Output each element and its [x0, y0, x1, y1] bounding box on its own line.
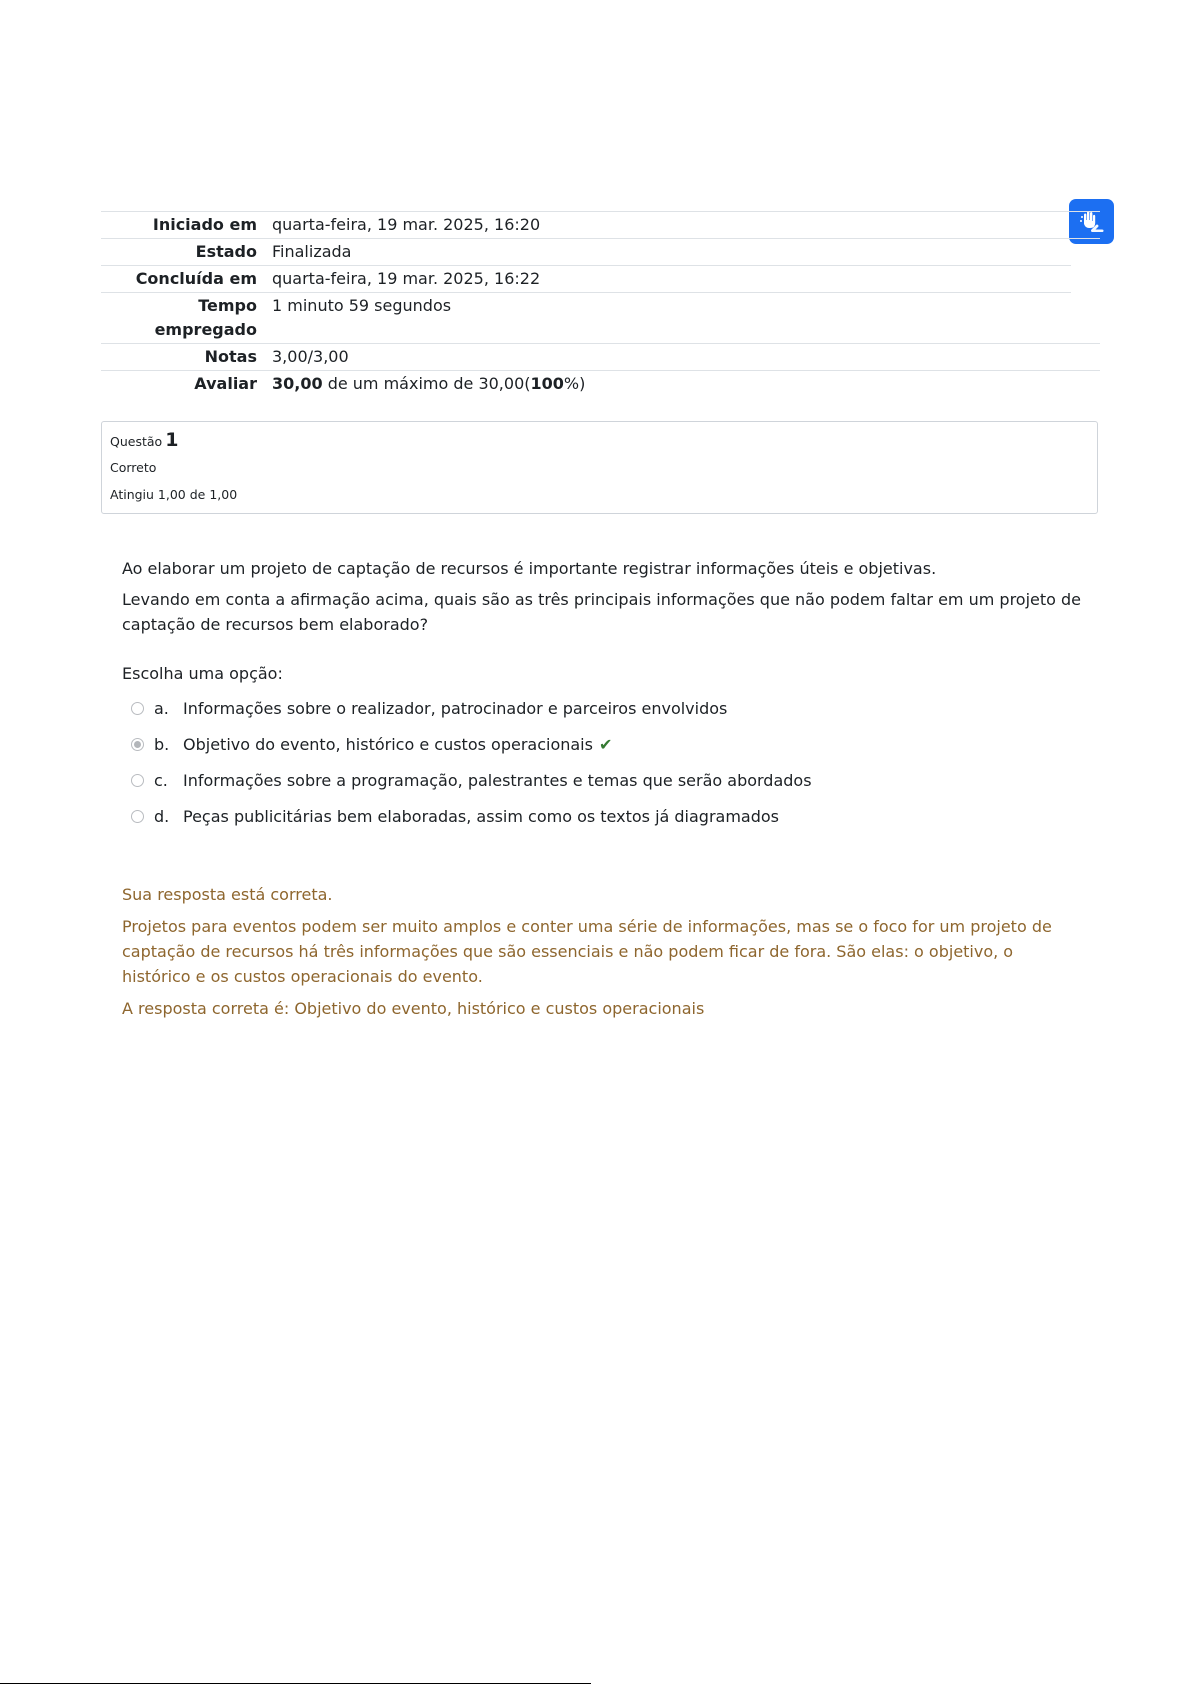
- feedback-result: Sua resposta está correta.: [122, 885, 333, 904]
- summary-row-grade: [101, 370, 1100, 397]
- grade-mid-text: de um máximo de 30,00(: [322, 374, 531, 393]
- answer-option-b[interactable]: [131, 726, 1031, 762]
- started-value: quarta-feira, 19 mar. 2025, 16:20: [272, 215, 541, 234]
- grade-end-text: %): [563, 374, 586, 393]
- grade-percent: 100: [530, 374, 564, 393]
- attempt-summary-table: [101, 211, 1100, 397]
- option-letter-d: d.: [154, 806, 170, 826]
- option-text-a: Informações sobre o realizador, patrocinador e parceiros envolvidos: [183, 698, 728, 718]
- summary-row-started: [101, 211, 1100, 238]
- question-number-value: 1: [165, 429, 179, 451]
- radio-option-d[interactable]: [131, 810, 144, 823]
- option-text-d: Peças publicitárias bem elaboradas, assim como os textos já diagramados: [183, 806, 780, 826]
- started-label: Iniciado em: [152, 215, 257, 234]
- question-text: [122, 556, 1082, 643]
- time-value: 1 minuto 59 segundos: [272, 296, 452, 315]
- option-letter-a: a.: [154, 698, 169, 718]
- question-text-paragraph-2: Levando em conta a afirmação acima, quais são as três principais informações que não podem faltar em um projeto de captação de recursos bem elaborado?: [122, 590, 1082, 634]
- question-grade: Atingiu 1,00 de 1,00: [110, 487, 238, 502]
- state-label: Estado: [195, 242, 257, 261]
- marks-label: Notas: [204, 347, 257, 366]
- summary-row-time: [101, 292, 1071, 343]
- feedback-explanation: Projetos para eventos podem ser muito amplos e conter uma série de informações, mas se o foco for um projeto de captação de recursos há três informações que são essenciais e não podem ficar de fora. São elas: o objetivo, o histórico e os custos operacionais do evento.: [122, 917, 1052, 986]
- summary-row-completed: [101, 265, 1071, 292]
- summary-row-marks: [101, 343, 1100, 370]
- option-text-c: Informações sobre a programação, palestrantes e temas que serão abordados: [183, 770, 812, 790]
- state-value: Finalizada: [272, 242, 352, 261]
- question-text-paragraph-1: Ao elaborar um projeto de captação de recursos é importante registrar informações úteis e objetivas.: [122, 559, 937, 578]
- answer-options: [131, 690, 1031, 834]
- grade-score: 30,00: [272, 374, 323, 393]
- radio-option-a[interactable]: [131, 702, 144, 715]
- question-info-box: [101, 421, 1098, 514]
- summary-row-state: [101, 238, 1100, 265]
- marks-value: 3,00/3,00: [272, 347, 349, 366]
- question-label: Questão: [110, 434, 163, 449]
- answer-option-c[interactable]: [131, 762, 1031, 798]
- time-label-line-1: Tempo: [198, 296, 257, 315]
- feedback-block: [122, 882, 1082, 1028]
- question-number: [110, 428, 178, 454]
- answer-option-a[interactable]: [131, 690, 1031, 726]
- option-letter-b: b.: [154, 734, 170, 754]
- time-label: [101, 294, 257, 342]
- feedback-correct-answer: A resposta correta é: Objetivo do evento, histórico e custos operacionais: [122, 999, 705, 1018]
- check-icon: ✔: [598, 734, 613, 754]
- page-footer-rule: [0, 1683, 591, 1684]
- completed-value: quarta-feira, 19 mar. 2025, 16:22: [272, 269, 541, 288]
- option-text-b: Objetivo do evento, histórico e custos operacionais: [183, 734, 593, 754]
- radio-option-b[interactable]: [131, 738, 144, 751]
- radio-option-c[interactable]: [131, 774, 144, 787]
- time-label-line-2: empregado: [154, 320, 257, 339]
- answer-option-d[interactable]: [131, 798, 1031, 834]
- answer-prompt: Escolha uma opção:: [122, 664, 283, 683]
- question-state: Correto: [110, 460, 157, 475]
- grade-value: [257, 372, 1100, 396]
- completed-label: Concluída em: [135, 269, 257, 288]
- grade-label: Avaliar: [194, 374, 257, 393]
- option-letter-c: c.: [154, 770, 168, 790]
